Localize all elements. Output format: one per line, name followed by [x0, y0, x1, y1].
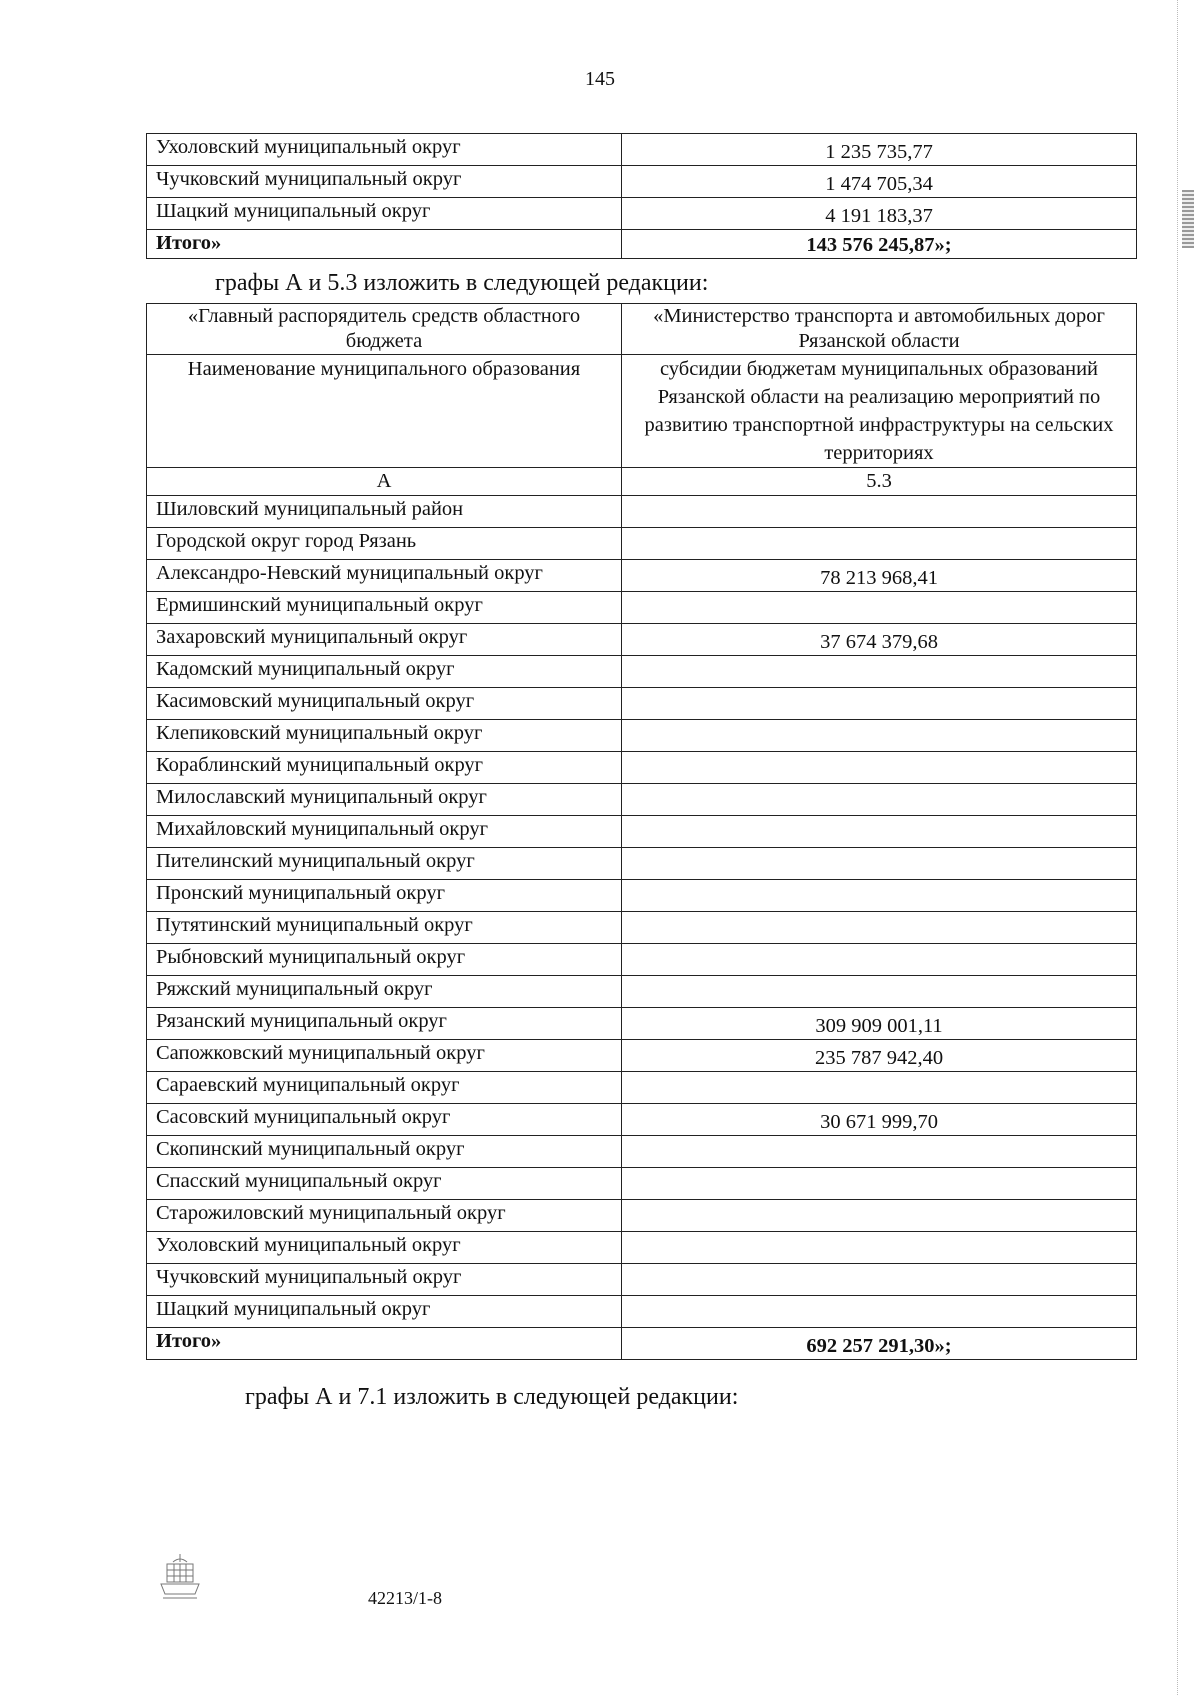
municipality-name: Сараевский муниципальный округ: [147, 1072, 622, 1104]
subsidy-value: [622, 752, 1137, 784]
table-row: [147, 848, 1137, 880]
municipality-name: Касимовский муниципальный округ: [147, 688, 622, 720]
subsidy-value: 235 787 942,40: [622, 1040, 1137, 1072]
table-row: [147, 1008, 1137, 1040]
distributor-label: «Главный распорядитель средств областного бюджета: [147, 304, 622, 355]
table-row: [147, 560, 1137, 592]
table-row: [147, 784, 1137, 816]
seal-emblem-icon: [155, 1550, 205, 1606]
table-row: [147, 752, 1137, 784]
municipality-name: Захаровский муниципальный округ: [147, 624, 622, 656]
subsidy-value: [622, 592, 1137, 624]
table-row: [147, 1168, 1137, 1200]
municipality-name: Путятинский муниципальный округ: [147, 912, 622, 944]
total-row: [147, 1328, 1137, 1360]
municipality-name: Ряжский муниципальный округ: [147, 976, 622, 1008]
total-label: Итого»: [147, 230, 622, 259]
subsidy-value: [622, 1136, 1137, 1168]
municipality-name: Рыбновский муниципальный округ: [147, 944, 622, 976]
municipality-name: Ухоловский муниципальный округ: [147, 134, 622, 166]
table-row: [147, 592, 1137, 624]
municipality-name: Милославский муниципальный округ: [147, 784, 622, 816]
table-row: [147, 198, 1137, 230]
municipality-name: Клепиковский муниципальный округ: [147, 720, 622, 752]
scan-barcode-mark: [1182, 190, 1194, 248]
subsidy-value: [622, 880, 1137, 912]
table-row: [147, 656, 1137, 688]
subsidy-value: [622, 1296, 1137, 1328]
table-row: [147, 720, 1137, 752]
table-row: [147, 816, 1137, 848]
municipality-name: Кораблинский муниципальный округ: [147, 752, 622, 784]
table-row: [147, 1136, 1137, 1168]
subsidy-value: [622, 1232, 1137, 1264]
table-row: [147, 944, 1137, 976]
subsidy-value: [622, 848, 1137, 880]
municipality-name: Ермишинский муниципальный округ: [147, 592, 622, 624]
total-value: 692 257 291,30»;: [622, 1328, 1137, 1360]
header-row-columns: [147, 355, 1137, 468]
table-row: [147, 1296, 1137, 1328]
municipality-name: Скопинский муниципальный округ: [147, 1136, 622, 1168]
subsidy-table: [146, 303, 1137, 1360]
amount-value: 4 191 183,37: [622, 198, 1137, 230]
subsidy-value: 37 674 379,68: [622, 624, 1137, 656]
subsidy-value: [622, 688, 1137, 720]
municipality-name: Шацкий муниципальный округ: [147, 198, 622, 230]
subsidy-value: [622, 528, 1137, 560]
instruction-paragraph: графы А и 5.3 изложить в следующей редакции:: [215, 270, 709, 296]
table-row: [147, 912, 1137, 944]
table-row: [147, 1040, 1137, 1072]
continued-totals-table: [146, 133, 1137, 259]
subsidy-value: 309 909 001,11: [622, 1008, 1137, 1040]
page-number: 145: [585, 68, 615, 90]
document-code: 42213/1-8: [368, 1588, 442, 1608]
municipality-name: Александро-Невский муниципальный округ: [147, 560, 622, 592]
table-row: [147, 496, 1137, 528]
table-row: [147, 1264, 1137, 1296]
municipality-name: Городской округ город Рязань: [147, 528, 622, 560]
municipality-name: Старожиловский муниципальный округ: [147, 1200, 622, 1232]
subsidy-value: [622, 912, 1137, 944]
table-row: [147, 624, 1137, 656]
scan-edge: [1177, 0, 1200, 1695]
municipality-name: Шиловский муниципальный район: [147, 496, 622, 528]
table-row: [147, 134, 1137, 166]
subsidy-value: [622, 1264, 1137, 1296]
header-row-distributor: [147, 304, 1137, 355]
municipality-name: Ухоловский муниципальный округ: [147, 1232, 622, 1264]
table-row: [147, 1232, 1137, 1264]
municipality-name: Михайловский муниципальный округ: [147, 816, 622, 848]
subsidy-value: [622, 720, 1137, 752]
subsidy-value: [622, 1200, 1137, 1232]
distributor-value: «Министерство транспорта и автомобильных дорог Рязанской области: [622, 304, 1137, 355]
municipality-name: Кадомский муниципальный округ: [147, 656, 622, 688]
subsidy-value: 78 213 968,41: [622, 560, 1137, 592]
instruction-paragraph: графы А и 7.1 изложить в следующей редакции:: [245, 1384, 739, 1410]
header-row-column-codes: [147, 468, 1137, 496]
amount-value: 1 235 735,77: [622, 134, 1137, 166]
table-row: [147, 1072, 1137, 1104]
municipality-name: Чучковский муниципальный округ: [147, 1264, 622, 1296]
municipality-name: Шацкий муниципальный округ: [147, 1296, 622, 1328]
subsidy-value: [622, 1072, 1137, 1104]
municipality-column-header: Наименование муниципального образования: [147, 355, 622, 468]
municipality-name: Рязанский муниципальный округ: [147, 1008, 622, 1040]
subsidy-value: 30 671 999,70: [622, 1104, 1137, 1136]
column-code-a: А: [147, 468, 622, 496]
municipality-name: Чучковский муниципальный округ: [147, 166, 622, 198]
table-row: [147, 688, 1137, 720]
table-row: [147, 880, 1137, 912]
subsidy-column-header: субсидии бюджетам муниципальных образований Рязанской области на реализацию мероприятий по развитию транспортной инфраструктуры на сельских территориях: [622, 355, 1137, 468]
amount-value: 1 474 705,34: [622, 166, 1137, 198]
table-row: [147, 1104, 1137, 1136]
column-code-5-3: 5.3: [622, 468, 1137, 496]
municipality-name: Пителинский муниципальный округ: [147, 848, 622, 880]
subsidy-value: [622, 784, 1137, 816]
table-row: [147, 976, 1137, 1008]
subsidy-value: [622, 944, 1137, 976]
municipality-name: Пронский муниципальный округ: [147, 880, 622, 912]
total-row: [147, 230, 1137, 259]
table-row: [147, 528, 1137, 560]
total-value: 143 576 245,87»;: [622, 230, 1137, 259]
subsidy-value: [622, 1168, 1137, 1200]
subsidy-value: [622, 816, 1137, 848]
municipality-name: Сасовский муниципальный округ: [147, 1104, 622, 1136]
municipality-name: Спасский муниципальный округ: [147, 1168, 622, 1200]
total-label: Итого»: [147, 1328, 622, 1360]
subsidy-value: [622, 976, 1137, 1008]
municipality-name: Сапожковский муниципальный округ: [147, 1040, 622, 1072]
table-row: [147, 166, 1137, 198]
table-row: [147, 1200, 1137, 1232]
subsidy-value: [622, 496, 1137, 528]
subsidy-value: [622, 656, 1137, 688]
